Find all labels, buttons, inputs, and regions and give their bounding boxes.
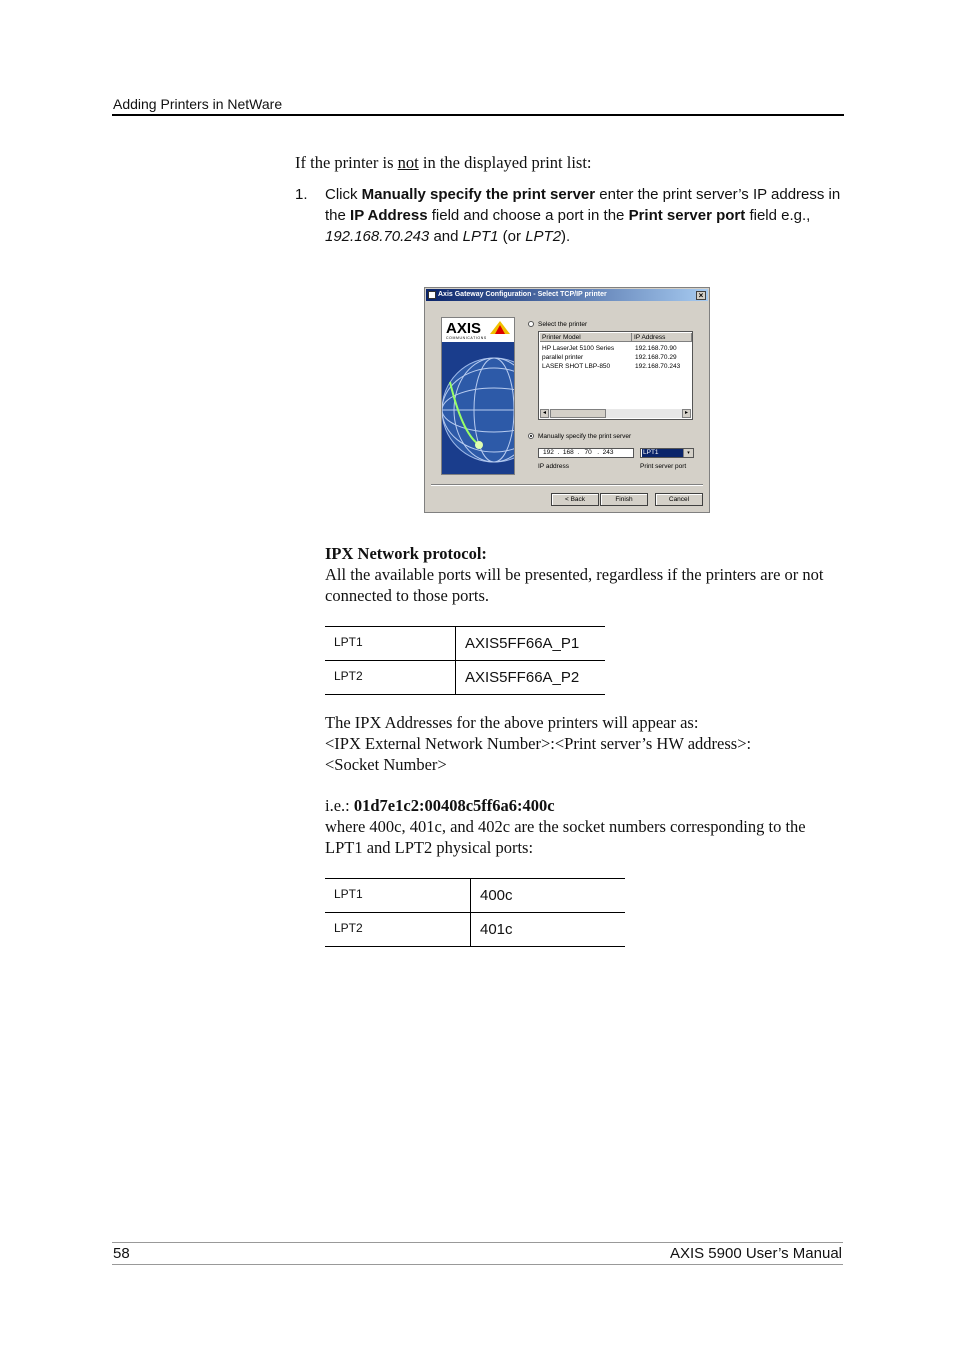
header-rule [112,114,844,116]
ipx-heading: IPX Network protocol: [325,544,487,563]
text: Click [325,186,362,203]
ui-term: Manually specify the print server [361,186,596,203]
printer-name-cell: AXIS5FF66A_P1 [456,627,606,661]
ipx-ports-table [325,626,605,695]
select-printer-radio[interactable] [528,321,534,327]
text: (or [498,228,526,245]
intro-paragraph [295,152,855,173]
finish-button[interactable]: Finish [600,493,648,506]
footer-rule [112,1242,843,1243]
example-value: LPT1 [462,228,499,245]
socket-numbers-table [325,878,625,947]
socket-description: where 400c, 401c, and 402c are the socket numbers corresponding to the LPT1 and LPT2 physical ports: [325,817,806,857]
scroll-left-icon[interactable]: ◂ [540,409,549,418]
axis-logo: AXIS [446,320,482,337]
select-printer-label: Select the printer [538,321,588,328]
intro-text-end: in the displayed print list: [418,153,592,172]
app-icon [428,291,436,299]
logo-subtitle: COMMUNICATIONS [446,336,487,340]
list-item-model[interactable]: parallel printer [542,354,584,361]
print-server-port-select[interactable] [640,448,694,458]
text: enter the print server’s IP address in the [325,186,841,224]
ip-address-caption: IP address [538,463,569,470]
port-cell: LPT1 [325,627,456,661]
step-number: 1. [295,186,308,203]
printer-list[interactable] [538,331,693,420]
socket-cell: 400c [471,879,626,913]
table-row [325,627,605,661]
port-cell: LPT1 [325,879,471,913]
printer-name-cell: AXIS5FF66A_P2 [456,661,606,695]
table-row [325,913,625,947]
scroll-right-icon[interactable]: ▸ [682,409,691,418]
example-value: 192.168.70.243 [325,228,430,245]
horizontal-scrollbar[interactable] [540,409,691,418]
list-item-model[interactable]: LASER SHOT LBP-850 [542,363,611,370]
close-icon[interactable]: × [696,291,706,300]
list-item-model[interactable]: HP LaserJet 5100 Series [542,345,615,352]
globe-icon [442,342,514,474]
manual-server-label: Manually specify the print server [538,433,632,440]
list-item-ip[interactable]: 192.168.70.243 [635,363,681,370]
footer-rule [112,1264,843,1265]
select-printer-dialog [424,287,710,513]
axis-logo-panel [441,317,515,475]
list-item-ip[interactable]: 192.168.70.90 [635,345,677,352]
chevron-down-icon[interactable]: ▾ [683,449,693,457]
port-selected-value: LPT1 [642,449,685,457]
logo-triangle-icon [490,321,510,334]
example-value: LPT2 [525,228,562,245]
address-intro: The IPX Addresses for the above printers will appear as: [325,713,699,732]
text: and [429,228,463,245]
example-line [325,795,555,816]
cancel-button[interactable]: Cancel [655,493,703,506]
text: field e.g., [745,207,811,224]
table-row [325,879,625,913]
page-number: 58 [113,1245,130,1262]
port-cell: LPT2 [325,913,471,947]
example-address: 01d7e1c2:00408c5ff6a6:400c [353,796,555,815]
table-row [325,661,605,695]
back-button[interactable]: < Back [551,493,599,506]
port-cell: LPT2 [325,661,456,695]
example-prefix: i.e.: [325,796,354,815]
dialog-separator [431,484,703,486]
intro-text: If the printer is [295,153,398,172]
address-format-paragraph [325,712,795,775]
ip-address-field[interactable]: 192 . 168 . 70 . 243 [538,448,634,458]
manual-server-radio[interactable] [528,433,534,439]
list-item-ip[interactable]: 192.168.70.29 [635,354,677,361]
step-1-text [325,184,845,247]
intro-emphasis: not [397,153,419,172]
logo-area [442,318,514,342]
header-title: Adding Printers in NetWare [113,96,283,112]
socket-cell: 401c [471,913,626,947]
dialog-title: Axis Gateway Configuration - Select TCP/IP printer [438,291,607,298]
column-header-ip[interactable]: IP Address [632,333,692,342]
text: field and choose a port in the [427,207,629,224]
scroll-thumb[interactable] [550,409,606,418]
ui-term: Print server port [628,207,746,224]
ui-term: IP Address [350,207,428,224]
text: ). [561,228,571,245]
address-format: <IPX External Network Number>:<Print server’s HW address>:<Socket Number> [325,734,752,774]
manual-title: AXIS 5900 User’s Manual [669,1245,842,1262]
ipx-description: All the available ports will be presented, regardless if the printers are or not connected to those ports. [325,565,824,605]
dialog-title-bar [426,289,708,301]
column-header-model[interactable]: Printer Model [540,333,632,342]
port-caption: Print server port [640,463,687,470]
